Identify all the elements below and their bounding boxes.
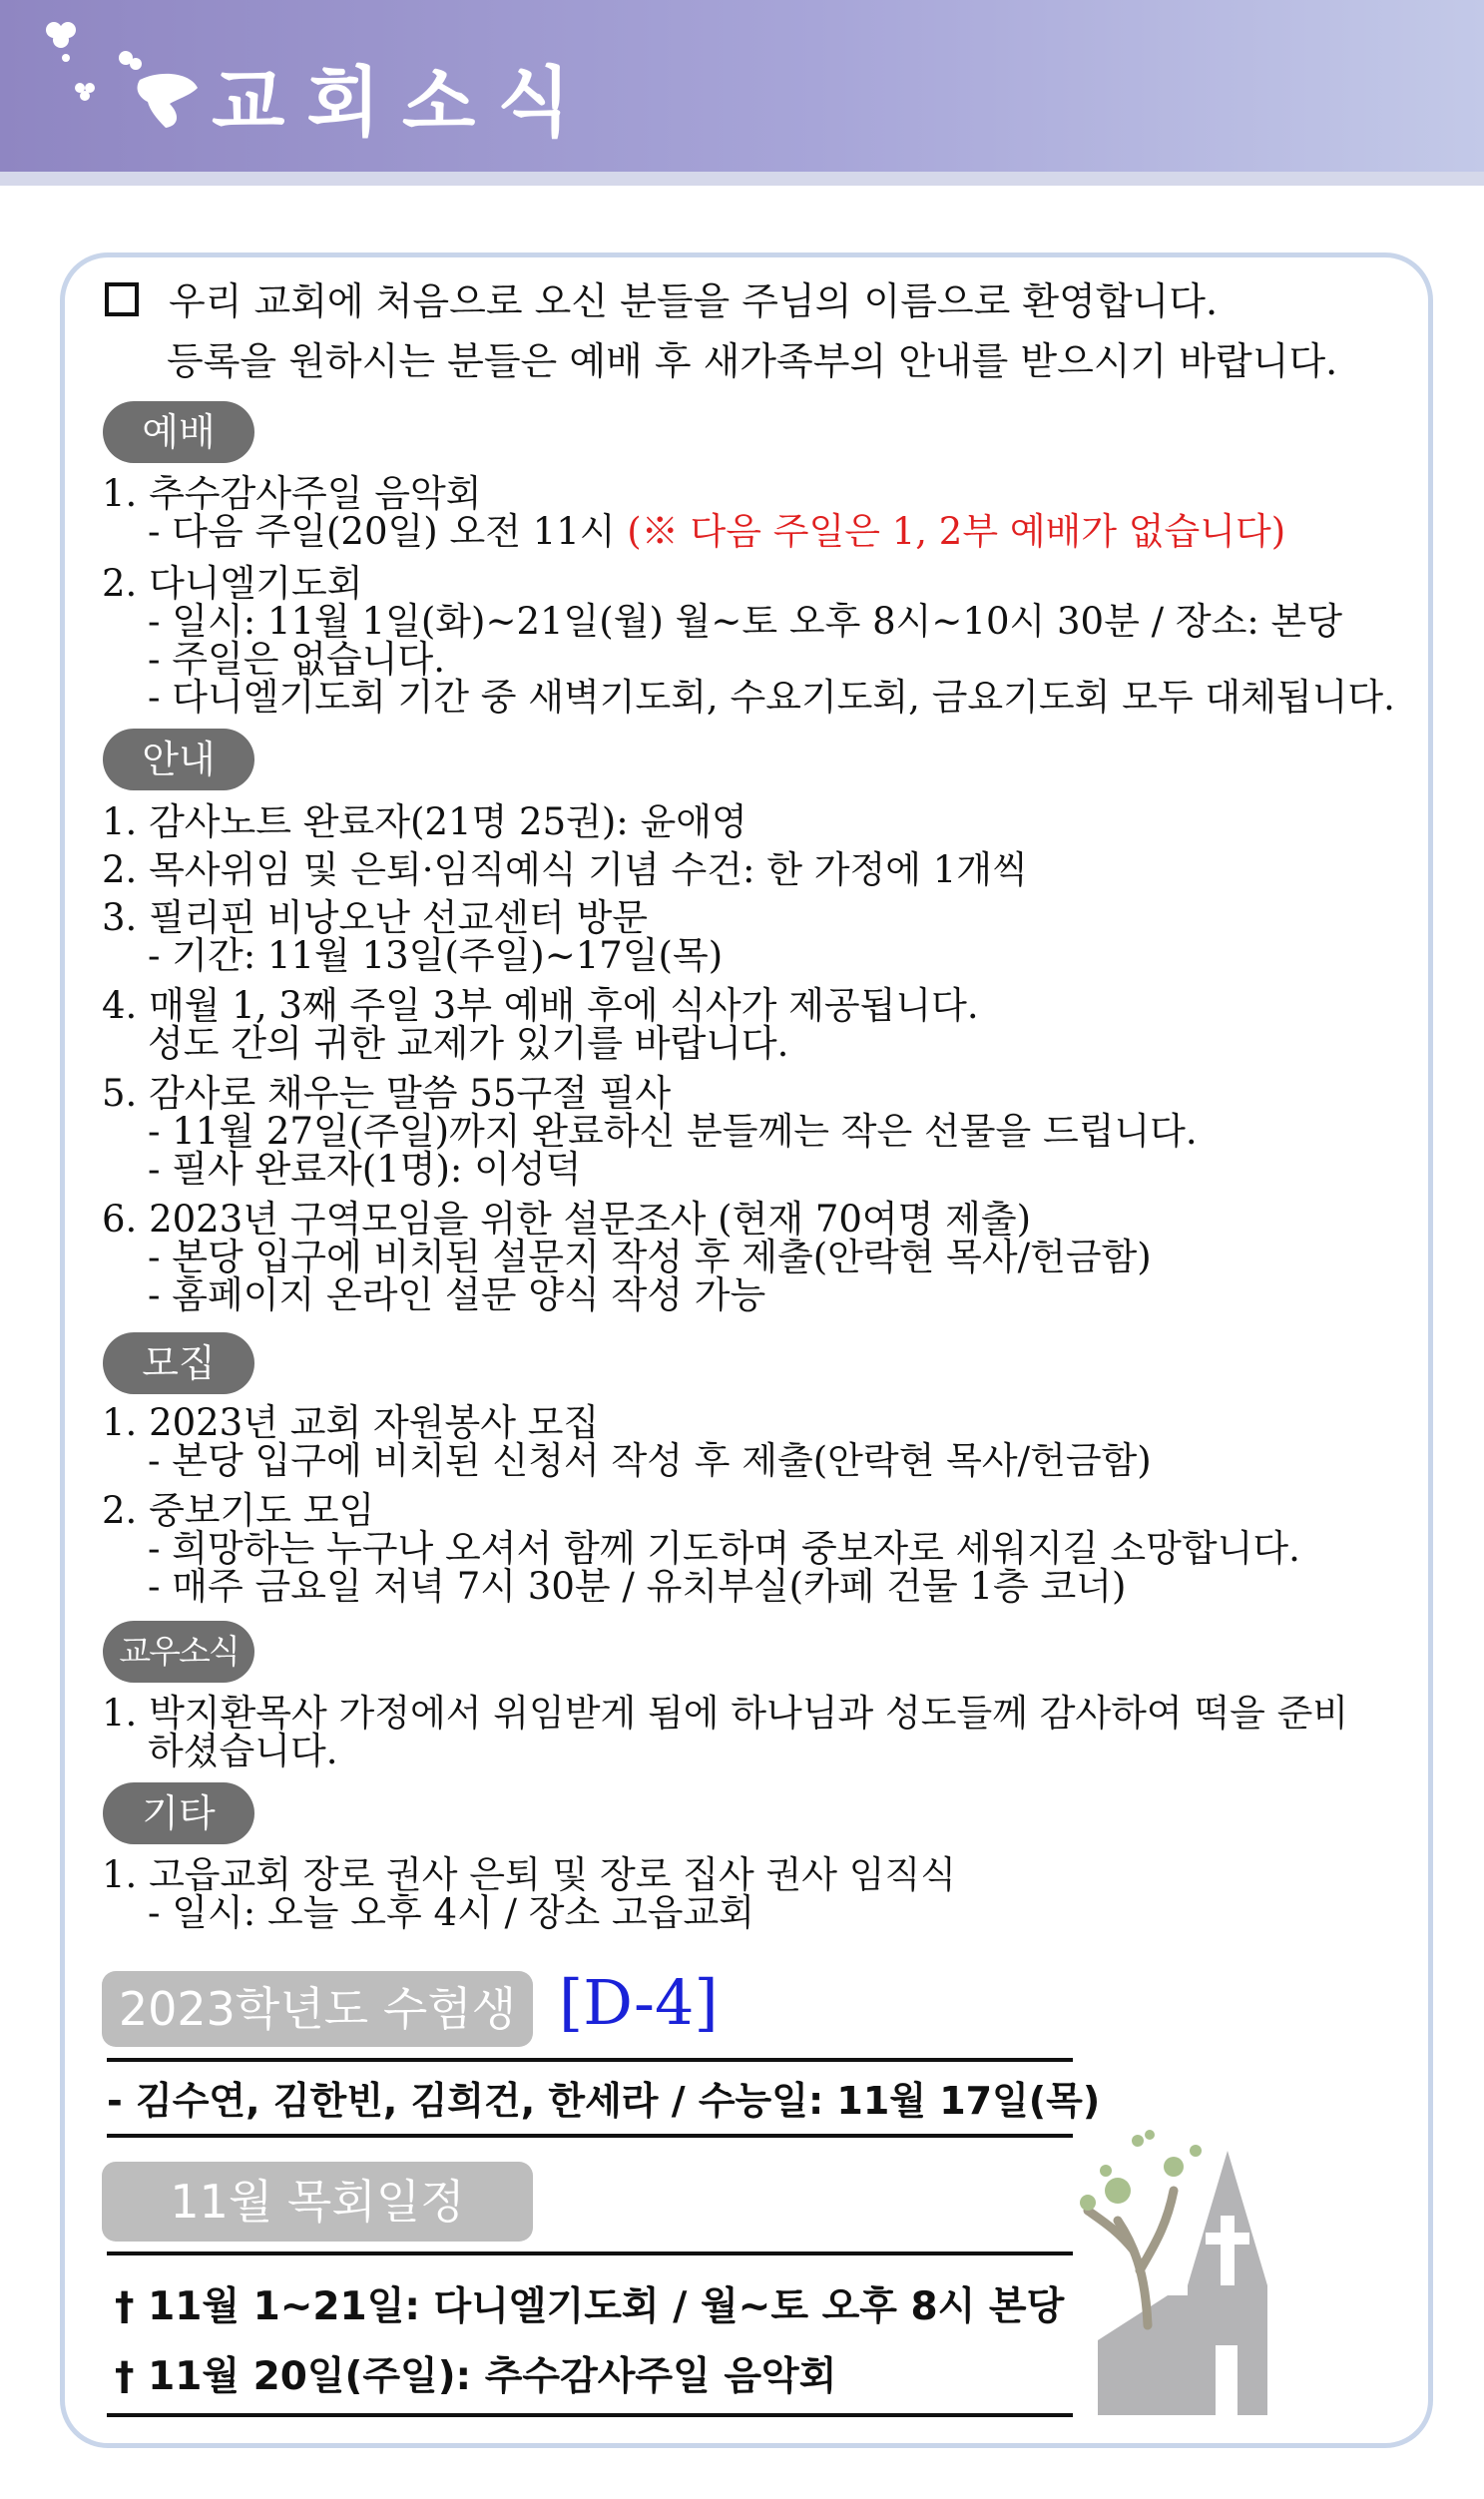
list-item [102,1401,1399,1482]
item-title: 2. 목사위임 및 은퇴·임직예식 기념 수건: 한 가정에 1개씩 [102,848,1028,891]
list-item [102,1489,1399,1608]
item-title: 6. 2023년 구역모임을 위한 설문조사 (현재 70여명 제출) [102,1198,1032,1241]
item-title: 4. 매월 1, 3째 주일 3부 예배 후에 식사가 제공됩니다. [102,984,979,1027]
list-item [102,1072,1399,1191]
schedule-item: † 11월 1~21일: 다니엘기도회 / 월~토 오후 8시 본당 [115,2284,1065,2329]
item-sub: - 일시: 11월 1일(화)~21일(월) 월~토 오후 8시~10시 30분 / 장소: 본당 [148,600,1343,643]
list-item [102,562,1399,719]
section-label-members: 교우소식 [103,1621,254,1683]
divider [107,2251,1073,2255]
section-label-recruit: 모집 [103,1332,254,1394]
item-title: 5. 감사로 채우는 말씀 55구절 필사 [102,1072,672,1115]
etc-list [102,1853,1399,1934]
list-item [102,896,1399,977]
item-sub: - 필사 완료자(1명): 이성덕 [148,1148,582,1191]
item-sub: - 희망하는 누구나 오셔서 함께 기도하며 중보자로 세워지길 소망합니다. [148,1527,1300,1570]
section-label-worship: 예배 [103,401,254,463]
item-title: 1. 박지환목사 가정에서 위임받게 됨에 하나님과 성도들께 감사하여 떡을 준비 [102,1692,1349,1735]
list-item [102,848,1399,891]
list-item [102,1853,1399,1934]
item-sub: - 다음 주일(20일) 오전 11시 (※ 다음 주일은 1, 2부 예배가 없습니다) [148,510,1286,553]
welcome-line-2: 등록을 원하시는 분들은 예배 후 새가족부의 안내를 받으시기 바랍니다. [167,339,1338,383]
exam-label: 2023학년도 수험생 [102,1971,533,2047]
item-title: 1. 감사노트 완료자(21명 25권): 윤애영 [102,800,747,843]
list-item [102,1198,1399,1316]
recruit-list [102,1401,1399,1608]
members-list [102,1692,1399,1772]
item-sub: - 매주 금요일 저녁 7시 30분 / 유치부실(카페 건물 1층 코너) [148,1565,1127,1608]
item-title: 1. 고읍교회 장로 권사 은퇴 및 장로 집사 권사 임직식 [102,1853,956,1896]
item-title: 3. 필리핀 비낭오난 선교센터 방문 [102,896,648,939]
notice-note: (※ 다음 주일은 1, 2부 예배가 없습니다) [627,510,1286,553]
dday-counter: [D-4] [559,1966,719,2039]
item-title: 1. 2023년 교회 자원봉사 모집 [102,1401,600,1444]
item-sub: - 기간: 11월 13일(주일)~17일(목) [148,934,724,977]
item-title: 2. 다니엘기도회 [102,562,363,605]
notice-list [102,800,1399,1316]
item-title: 2. 중보기도 모임 [102,1489,375,1532]
header-banner [0,0,1484,172]
item-sub: - 홈페이지 온라인 설문 양식 작성 가능 [148,1273,766,1316]
church-tree-icon [1078,2111,1317,2415]
item-title: 1. 추수감사주일 음악회 [102,472,482,515]
list-item [102,984,1399,1065]
schedule-label: 11월 목회일정 [102,2162,533,2242]
list-item [102,800,1399,843]
header-divider [0,172,1484,186]
flower-decoration-icon [30,14,220,134]
exam-students: - 김수연, 김한빈, 김희건, 한세라 / 수능일: 11월 17일(목) [107,2079,1101,2123]
section-label-notice: 안내 [103,729,254,790]
list-item [102,1692,1399,1772]
schedule-item: † 11월 20일(주일): 추수감사주일 음악회 [115,2354,837,2399]
item-sub: - 11월 27일(주일)까지 완료하신 분들께는 작은 선물을 드립니다. [148,1110,1198,1153]
checkbox-icon [105,282,139,316]
item-sub: - 본당 입구에 비치된 신청서 작성 후 제출(안락현 목사/헌금함) [148,1439,1152,1482]
section-label-etc: 기타 [103,1782,254,1844]
page-title: 교회소식 [212,58,593,147]
item-continuation: 하셨습니다. [148,1730,338,1772]
item-continuation: 성도 간의 귀한 교제가 있기를 바랍니다. [148,1022,789,1065]
item-sub: - 주일은 없습니다. [148,638,445,681]
divider [107,2058,1073,2062]
divider [107,2134,1073,2138]
item-sub: - 다니엘기도회 기간 중 새벽기도회, 수요기도회, 금요기도회 모두 대체됩니다. [148,676,1395,719]
item-sub: - 본당 입구에 비치된 설문지 작성 후 제출(안락현 목사/헌금함) [148,1236,1152,1278]
welcome-line-1: 우리 교회에 처음으로 오신 분들을 주님의 이름으로 환영합니다. [169,279,1219,323]
item-sub: - 일시: 오늘 오후 4시 / 장소 고읍교회 [148,1891,754,1934]
worship-list [102,472,1399,719]
divider [107,2413,1073,2417]
list-item [102,472,1399,553]
welcome-message [105,271,1337,391]
